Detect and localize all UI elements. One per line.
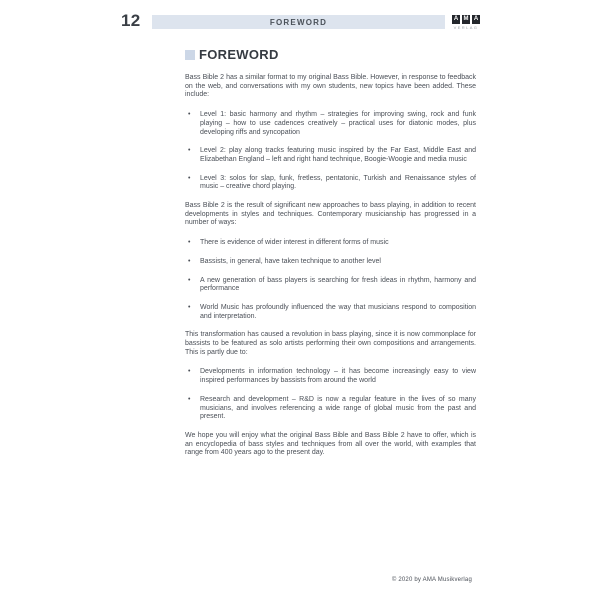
bullet-icon: [188, 396, 190, 405]
list-item: [185, 258, 476, 267]
paragraph-developments: Bass Bible 2 is the result of significant new approaches to bass playing, in addition to recent developments in styles and techniques. Contemporary musicianship has progressed in a number of ways:: [185, 202, 476, 227]
bullet-icon: [188, 258, 190, 267]
bullet-icon: [188, 111, 190, 120]
page-number: 12: [121, 11, 141, 30]
list-item-text: Research and development – R&D is now a regular feature in the lives of so many musicians, and involves referencing a wide range of global music from the past and present.: [200, 395, 476, 421]
bullet-icon: [188, 368, 190, 377]
heading-label: FOREWORD: [199, 47, 279, 62]
bullet-icon: [188, 147, 190, 156]
header-bar: [152, 15, 445, 29]
list-item-text: There is evidence of wider interest in different forms of music: [200, 239, 389, 247]
bullet-icon: [188, 277, 190, 286]
logo-letter-squares: [451, 15, 481, 24]
logo-letter: A: [473, 16, 479, 22]
list-item: [185, 368, 476, 385]
bullet-icon: [188, 304, 190, 313]
list-item: [185, 396, 476, 422]
bullet-list-reasons: [185, 368, 476, 422]
logo-letter: M: [463, 16, 469, 22]
header-bar-title: FOREWORD: [269, 17, 328, 27]
bullet-icon: [188, 239, 190, 248]
list-item-text: Bassists, in general, have taken technique to another level: [200, 257, 381, 265]
list-item: [185, 175, 476, 192]
page-content: [185, 47, 476, 469]
paragraph-closing: We hope you will enjoy what the original Bass Bible and Bass Bible 2 have to offer, which is an encyclopedia of bass styles and techniques from all over the world, with examples that range from 400 years ago to the present day.: [185, 431, 476, 457]
list-item-text: Level 1: basic harmony and rhythm – strategies for improving swing, rock and funk playing – how to use cadences creatively – practical uses for diatonic modes, plus developing riffs and syncopation: [200, 111, 476, 136]
logo-letter: A: [453, 16, 459, 22]
list-item-text: Level 3: solos for slap, funk, fretless, pentatonic, Turkish and Renaissance styles of music – creative chord playing.: [200, 174, 476, 191]
logo-subtext: VERLAG: [453, 25, 479, 30]
list-item: [185, 147, 476, 164]
list-item: [185, 304, 476, 321]
list-item: [185, 239, 476, 248]
paragraph-transformation: This transformation has caused a revolution in bass playing, since it is now commonplace for bassists to be featured as solo artists performing their own compositions and arrangements. This is partly due to:: [185, 331, 476, 356]
list-item-text: World Music has profoundly influenced the way that musicians respond to composition and interpretation.: [200, 303, 476, 320]
list-item: [185, 111, 476, 137]
section-heading: [185, 47, 476, 62]
list-item-text: Level 2: play along tracks featuring music inspired by the Far East, Middle East and Elizabethan England – left and right hand technique, Boogie-Woogie and media music: [200, 147, 476, 163]
paragraph-intro: Bass Bible 2 has a similar format to my original Bass Bible. However, in response to feedback on the web, and conversations with my own students, new topics have been added. These include:: [185, 74, 476, 99]
list-item: [185, 277, 476, 294]
list-item-text: Developments in information technology – it has become increasingly easy to view inspired performances by bassists from around the world: [200, 368, 476, 385]
bullet-list-levels: [185, 111, 476, 192]
bullet-list-progress: [185, 239, 476, 321]
heading-square-icon: [185, 50, 195, 60]
ama-publisher-logo: [451, 15, 481, 30]
list-item-text: A new generation of bass players is searching for fresh ideas in rhythm, harmony and performance: [200, 276, 476, 293]
bullet-icon: [188, 175, 190, 184]
copyright-notice: © 2020 by AMA Musikverlag: [391, 577, 472, 583]
